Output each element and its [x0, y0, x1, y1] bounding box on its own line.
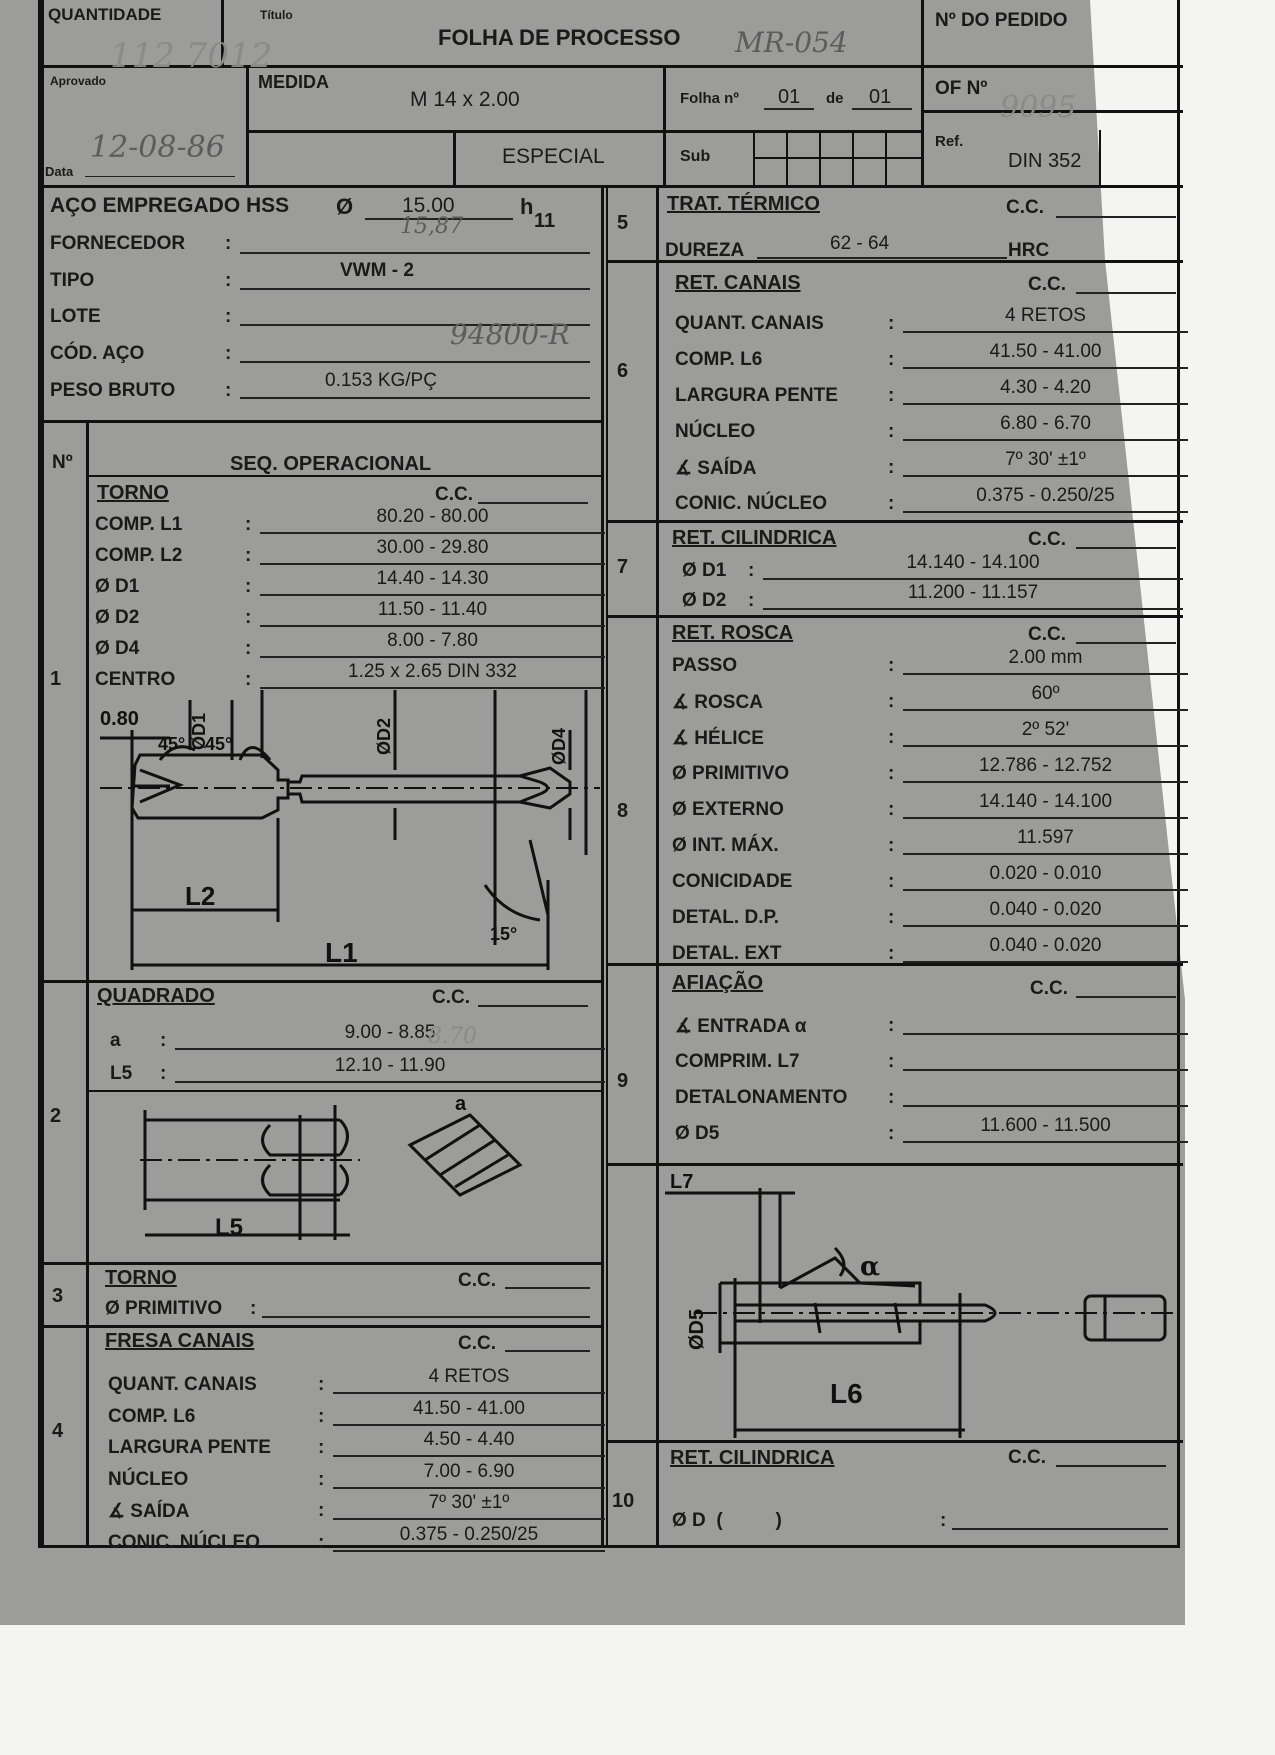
op6-row-label: LARGURA PENTE: [675, 385, 838, 406]
op3-primitivo-label: Ø PRIMITIVO: [105, 1298, 223, 1319]
tolerance: h: [520, 194, 534, 219]
op10-number: 10: [612, 1490, 635, 1512]
op6-row-value: 4 RETOS: [1005, 305, 1086, 326]
op7-row-label: Ø D2: [682, 590, 727, 611]
cod-handwritten: 94800-R: [450, 318, 570, 351]
op6-number: 6: [617, 360, 629, 382]
op7-row-label: Ø D1: [682, 560, 727, 581]
op1-number: 1: [50, 668, 62, 690]
op1-fig-d1: ØD1: [189, 712, 209, 750]
op2-fig-l5: L5: [215, 1214, 244, 1241]
op2-row-value: 12.10 - 11.90: [334, 1055, 446, 1076]
op1-row-value: 30.00 - 29.80: [376, 537, 489, 558]
tipo-label: TIPO: [50, 270, 95, 291]
op1-fig-d4: ØD4: [549, 727, 569, 765]
diam-symbol: Ø: [336, 194, 354, 219]
op1-row-value: 14.40 - 14.30: [376, 568, 489, 589]
pedido-handwritten: MR-054: [735, 26, 848, 59]
op2-row-label: a: [110, 1030, 121, 1051]
op2-row-value: 9.00 - 8.85: [344, 1022, 436, 1043]
hrc-label: HRC: [1008, 240, 1050, 261]
especial-label: ESPECIAL: [502, 145, 605, 168]
op6-row-value: 6.80 - 6.70: [1000, 413, 1091, 434]
seq-no-label: Nº: [52, 452, 73, 473]
op1-drawing: [100, 690, 600, 980]
op7-row-value: 14.140 - 14.100: [906, 552, 1040, 573]
op8-row-label: Ø INT. MÁX.: [672, 835, 779, 856]
op10-d-label: Ø D ( ): [672, 1510, 782, 1531]
op9-row-label: ∡ ENTRADA α: [675, 1016, 807, 1037]
op9-fig-l6: L6: [830, 1378, 863, 1409]
tolerance-sub: 11: [534, 210, 556, 232]
op7-row-value: 11.200 - 11.157: [907, 582, 1039, 603]
op1-row-label: Ø D4: [95, 638, 140, 659]
fornecedor-label: FORNECEDOR: [50, 233, 186, 254]
op1-row-label: Ø D2: [95, 607, 140, 628]
aco-diameter: 15.00: [402, 194, 455, 217]
op4-row-value: 7.00 - 6.90: [423, 1460, 515, 1482]
op8-row-value: 0.040 - 0.020: [989, 899, 1102, 920]
seq-title: SEQ. OPERACIONAL: [230, 453, 432, 475]
op8-row-label: Ø PRIMITIVO: [672, 763, 790, 784]
op4-title: FRESA CANAIS: [105, 1330, 255, 1352]
op3-number: 3: [52, 1285, 64, 1307]
op4-row-value: 7º 30' ±1º: [428, 1492, 510, 1513]
data-handwritten: 12-08-86: [90, 130, 225, 165]
op4-row-label: ∡ SAÍDA: [108, 1501, 190, 1522]
quantidade-label: QUANTIDADE: [48, 5, 162, 24]
op1-fig-l2: L2: [185, 881, 216, 911]
op4-number: 4: [52, 1420, 64, 1442]
dureza-value: 62 - 64: [830, 233, 890, 254]
aprovado-label: Aprovado: [50, 74, 107, 88]
op1-fig-angle2: 45°: [205, 734, 233, 754]
cod-aco-label: CÓD. AÇO: [50, 343, 145, 364]
op8-row-label: DETAL. D.P.: [672, 907, 779, 928]
op8-row-value: 0.020 - 0.010: [989, 863, 1102, 884]
op4-row-label: QUANT. CANAIS: [108, 1374, 257, 1395]
op9-fig-l7: L7: [670, 1171, 694, 1193]
op2-fig-a: a: [455, 1093, 467, 1115]
op8-row-label: CONICIDADE: [672, 871, 793, 892]
op9-row-label: DETALONAMENTO: [675, 1087, 848, 1108]
folha-total: 01: [869, 86, 892, 108]
op9-row-value: 11.600 - 11.500: [980, 1115, 1111, 1136]
quantidade-handwritten: 112 7012: [110, 36, 273, 76]
op1-row-value: 80.20 - 80.00: [376, 506, 489, 527]
op1-cc: C.C.: [435, 484, 473, 505]
op2-a-handwritten: 8.70: [428, 1024, 477, 1049]
op1-fig-angle1: 45°: [158, 734, 186, 754]
folha-de-label: de: [826, 90, 844, 107]
op2-drawing: [140, 1095, 560, 1255]
op8-row-label: ∡ ROSCA: [672, 692, 763, 713]
op9-cc: C.C.: [1030, 978, 1068, 999]
op6-row-label: ∡ SAÍDA: [675, 458, 757, 479]
op1-row-value: 11.50 - 11.40: [377, 599, 488, 620]
op9-title: AFIAÇÃO: [672, 972, 764, 994]
op8-row-value: 12.786 - 12.752: [978, 755, 1113, 776]
op2-row-label: L5: [110, 1063, 133, 1084]
op5-number: 5: [617, 212, 629, 234]
op1-fig-chamfer: 0.80: [100, 708, 139, 730]
op8-row-label: DETAL. EXT: [672, 943, 782, 964]
op4-row-value: 41.50 - 41.00: [413, 1397, 525, 1419]
op8-row-value: 0.040 - 0.020: [989, 935, 1102, 956]
lote-label: LOTE: [50, 306, 101, 327]
data-label: Data: [45, 164, 74, 179]
op8-row-label: PASSO: [672, 655, 738, 676]
op6-row-value: 4.30 - 4.20: [1000, 377, 1091, 398]
peso-label: PESO BRUTO: [50, 380, 176, 401]
medida-value: M 14 x 2.00: [410, 88, 520, 111]
op8-row-value: 2º 52': [1021, 719, 1070, 740]
op2-title: QUADRADO: [97, 985, 215, 1007]
op1-title: TORNO: [97, 482, 169, 504]
op4-row-label: COMP. L6: [108, 1405, 196, 1427]
op1-fig-d2: ØD2: [374, 717, 394, 755]
page-title: FOLHA DE PROCESSO: [438, 25, 681, 50]
op8-title: RET. ROSCA: [672, 622, 794, 644]
op10-title: RET. CILINDRICA: [670, 1447, 835, 1469]
op4-row-label: NÚCLEO: [108, 1468, 189, 1490]
op6-row-label: QUANT. CANAIS: [675, 313, 824, 334]
op6-row-value: 7º 30' ±1º: [1005, 449, 1086, 470]
op2-cc: C.C.: [432, 987, 470, 1008]
folha-label: Folha nº: [680, 90, 739, 107]
op6-row-value: 41.50 - 41.00: [989, 341, 1102, 362]
op8-row-label: ∡ HÉLICE: [672, 728, 764, 749]
ref-label: Ref.: [935, 133, 964, 150]
op4-row-value: 4.50 - 4.40: [423, 1429, 515, 1450]
op9-drawing: [665, 1168, 1175, 1438]
op8-cc: C.C.: [1028, 624, 1066, 645]
op8-row-value: 14.140 - 14.100: [978, 791, 1113, 812]
op1-row-label: COMP. L1: [95, 514, 183, 535]
ref-value: DIN 352: [1008, 150, 1082, 172]
op8-row-label: Ø EXTERNO: [672, 799, 784, 820]
op7-title: RET. CILINDRICA: [672, 527, 837, 549]
op8-row-value: 11.597: [1017, 827, 1074, 848]
tipo-value: VWM - 2: [340, 260, 414, 281]
op5-cc: C.C.: [1006, 197, 1044, 218]
op3-cc: C.C.: [458, 1270, 496, 1291]
op5-title: TRAT. TÉRMICO: [667, 193, 820, 215]
op9-number: 9: [617, 1070, 629, 1092]
op6-title: RET. CANAIS: [675, 272, 801, 294]
medida-label: MEDIDA: [258, 72, 329, 92]
op4-row-label: LARGURA PENTE: [108, 1437, 271, 1458]
pedido-label: Nº DO PEDIDO: [935, 10, 1068, 31]
folha-number: 01: [778, 86, 801, 108]
op6-row-label: CONIC. NÚCLEO: [675, 493, 827, 514]
op1-fig-l1: L1: [325, 937, 358, 968]
op2-number: 2: [50, 1105, 62, 1127]
op1-fig-angle3: 15°: [490, 924, 518, 944]
op8-number: 8: [617, 800, 629, 822]
aco-label: AÇO EMPREGADO HSS: [50, 194, 290, 217]
diam-handwritten: 15,87: [400, 214, 463, 239]
op1-row-label: CENTRO: [95, 669, 176, 690]
op6-row-value: 0.375 - 0.250/25: [976, 485, 1115, 506]
op1-row-value: 1.25 x 2.65 DIN 332: [348, 661, 517, 682]
op8-row-value: 2.00 mm: [1008, 647, 1083, 668]
op4-row-value: 0.375 - 0.250/25: [399, 1523, 539, 1545]
op9-fig-d5: ØD5: [686, 1308, 708, 1350]
op4-row-value: 4 RETOS: [428, 1366, 510, 1387]
op9-row-label: Ø D5: [675, 1123, 720, 1144]
op8-row-value: 60º: [1031, 683, 1060, 704]
op6-cc: C.C.: [1028, 274, 1066, 295]
op9-row-label: COMPRIM. L7: [675, 1051, 800, 1072]
of-label: OF Nº: [935, 78, 988, 99]
titulo-label: Título: [260, 8, 293, 22]
op10-cc: C.C.: [1008, 1447, 1046, 1468]
op4-row-label: CONIC. NÚCLEO: [108, 1531, 260, 1553]
op9-fig-alpha: α: [860, 1252, 881, 1282]
op7-cc: C.C.: [1028, 529, 1066, 550]
op7-number: 7: [617, 556, 629, 578]
op4-cc: C.C.: [458, 1333, 496, 1354]
sub-label: Sub: [680, 148, 711, 165]
op3-title: TORNO: [105, 1267, 177, 1289]
op1-row-label: COMP. L2: [95, 545, 183, 566]
op6-row-label: NÚCLEO: [675, 421, 756, 442]
dureza-label: DUREZA: [665, 240, 745, 261]
op1-row-label: Ø D1: [95, 576, 140, 597]
op1-row-value: 8.00 - 7.80: [387, 630, 478, 651]
op6-row-label: COMP. L6: [675, 349, 763, 370]
of-handwritten: 9095: [1000, 90, 1077, 125]
peso-value: 0.153 KG/PÇ: [325, 370, 437, 391]
